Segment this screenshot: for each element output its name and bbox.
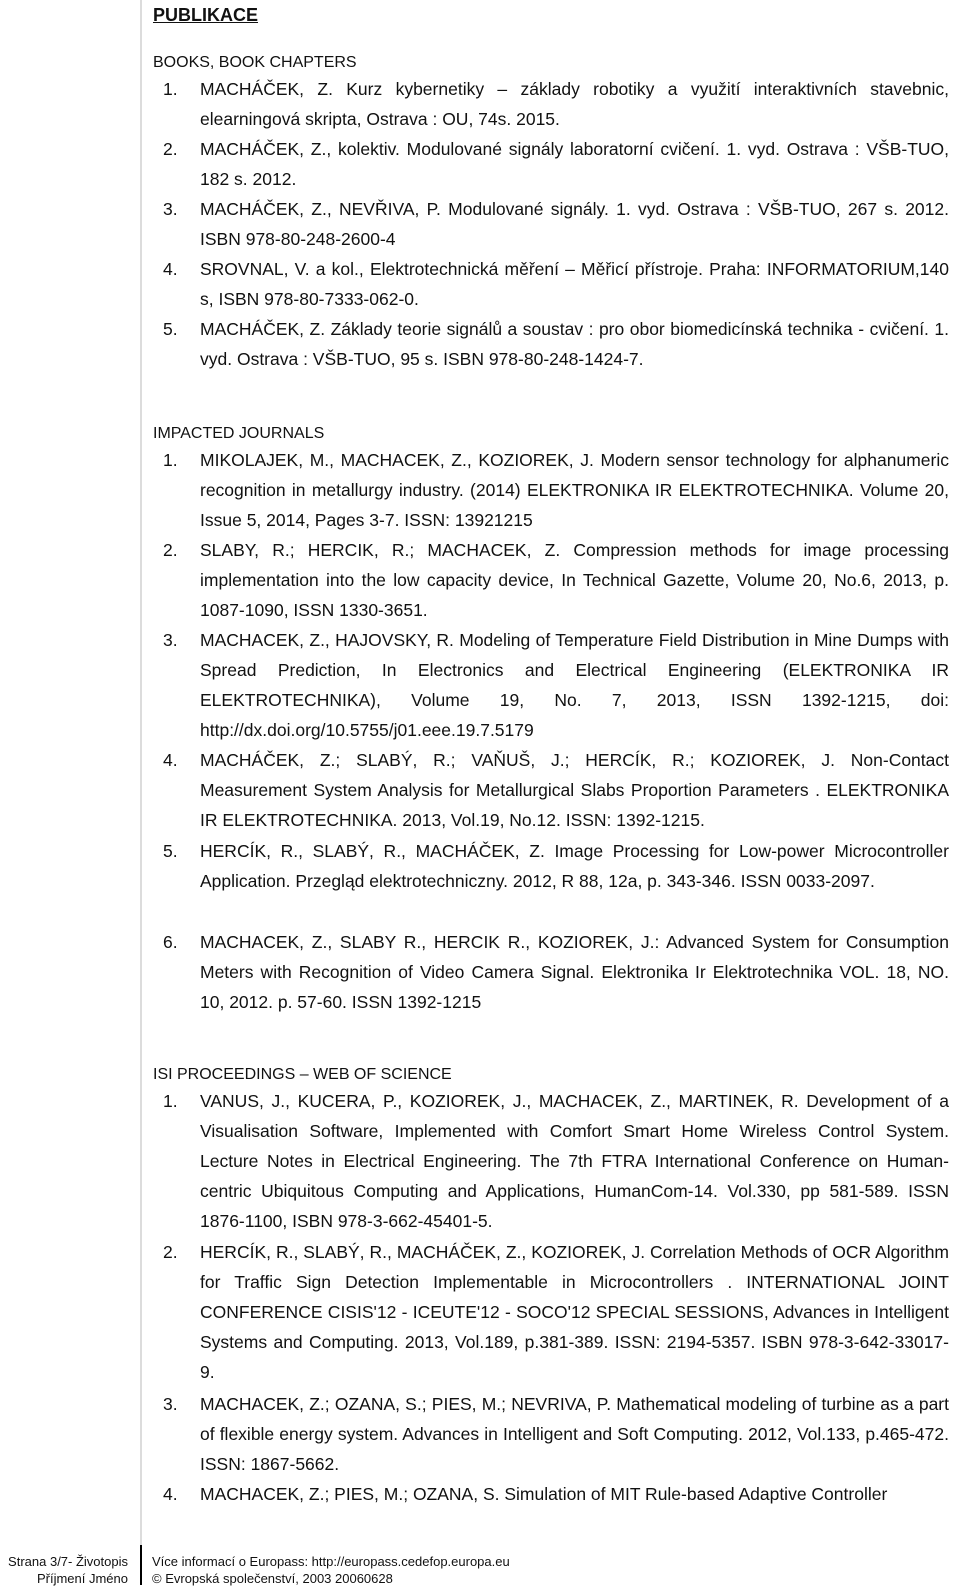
footer-europass-info <box>152 1553 510 1587</box>
item-text: MACHÁČEK, Z.; SLABÝ, R.; VAŇUŠ, J.; HERCÍK, R.; KOZIOREK, J. Non-Contact Measurement System Analysis for Metallurgical Slabs Proportion Parameters . ELEKTRONIKA IR ELEKTROTECHNIKA. 2013, Vol.19, No.12. ISSN: 1392-1215. <box>200 750 949 830</box>
item-text: MACHÁČEK, Z. Kurz kybernetiky – základy robotiky a využití interaktivních stavebnic, elearningová skripta, Ostrava : OU, 74s. 2015. <box>200 79 949 129</box>
item-number: 3. <box>163 199 178 219</box>
footer-copyright: © Evropská společenství, 2003 20060628 <box>152 1571 393 1586</box>
footer-name: Příjmení Jméno <box>36 1571 128 1586</box>
margin-divider <box>140 0 142 1545</box>
item-number: 1. <box>163 450 178 470</box>
item-text: HERCÍK, R., SLABÝ, R., MACHÁČEK, Z., KOZIOREK, J. Correlation Methods of OCR Algorithm for Traffic Sign Detection Implementable in Microcontrollers . INTERNATIONAL JOINT CONFERENCE CISIS'12 - ICEUTE'12 - SOCO'12 SPECIAL SESSIONS, Advances in Intelligent Systems and Computing. 2013, Vol.189, p.381-389. ISSN: 2194-5357. ISBN 978-3-642-33017-9. <box>200 1242 949 1382</box>
item-text: MIKOLAJEK, M., MACHACEK, Z., KOZIOREK, J. Modern sensor technology for alphanumeric recognition in metallurgy industry. (2014) ELEKTRONIKA IR ELEKTROTECHNIKA. Volume 20, Issue 5, 2014, Pages 3-7. ISSN: 13921215 <box>200 450 949 530</box>
item-number: 4. <box>163 259 178 279</box>
item-number: 3. <box>163 1394 178 1414</box>
item-text: MACHÁČEK, Z., NEVŘIVA, P. Modulované signály. 1. vyd. Ostrava : VŠB-TUO, 267 s. 2012. ISBN 978-80-248-2600-4 <box>200 199 949 249</box>
item-number: 5. <box>163 841 178 861</box>
item-number: 5. <box>163 319 178 339</box>
section-heading-journals: IMPACTED JOURNALS <box>153 425 325 442</box>
item-text: MACHACEK, Z., HAJOVSKY, R. Modeling of Temperature Field Distribution in Mine Dumps with Spread Prediction, In Electronics and Electrical Engineering (ELEKTRONIKA IR ELEKTROTECHNIKA), Volume 19, No. 7, 2013, ISSN 1392-1215, doi: http://dx.doi.org/10.5755/j01.eee.19.7.5179 <box>200 630 949 740</box>
footer-page-number: Strana 3/7- Životopis <box>8 1554 128 1569</box>
item-text: MACHÁČEK, Z. Základy teorie signálů a soustav : pro obor biomedicínská technika - cvičení. 1. vyd. Ostrava : VŠB-TUO, 95 s. ISBN 978-80-248-1424-7. <box>200 319 949 369</box>
item-text: HERCÍK, R., SLABÝ, R., MACHÁČEK, Z. Image Processing for Low-power Microcontroller Application. Przegląd elektrotechniczny. 2012, R 88, 12a, p. 343-346. ISSN 0033-2097. <box>200 841 949 891</box>
item-number: 2. <box>163 139 178 159</box>
item-text: MACHACEK, Z.; OZANA, S.; PIES, M.; NEVRIVA, P. Mathematical modeling of turbine as a part of flexible energy system. Advances in Intelligent and Soft Computing. 2012, Vol.133, p.465-472. ISSN: 1867-5662. <box>200 1394 949 1474</box>
footer-page-info <box>0 1553 128 1587</box>
item-text: VANUS, J., KUCERA, P., KOZIOREK, J., MACHACEK, Z., MARTINEK, R. Development of a Visualisation Software, Implemented with Comfort Smart Home Wireless Control System. Lecture Notes in Electrical Engineering. The 7th FTRA International Conference on Human-centric Ubiquitous Computing and Applications, HumanCom-14. Vol.330, pp 581-589. ISSN 1876-1100, ISBN 978-3-662-45401-5. <box>200 1091 949 1231</box>
section-heading-books: BOOKS, BOOK CHAPTERS <box>153 54 357 71</box>
footer-divider <box>140 1545 142 1585</box>
item-text: MACHACEK, Z., SLABY R., HERCIK R., KOZIOREK, J.: Advanced System for Consumption Meters with Recognition of Video Camera Signal. Elektronika Ir Elektrotechnika VOL. 18, NO. 10, 2012. p. 57-60. ISSN 1392-1215 <box>200 932 949 1012</box>
footer-europass-link: Více informací o Europass: http://europass.cedefop.europa.eu <box>152 1554 510 1569</box>
item-number: 1. <box>163 1091 178 1111</box>
item-text: SROVNAL, V. a kol., Elektrotechnická měření – Měřicí přístroje. Praha: INFORMATORIUM,140 s, ISBN 978-80-7333-062-0. <box>200 259 949 309</box>
item-text: MACHACEK, Z.; PIES, M.; OZANA, S. Simulation of MIT Rule-based Adaptive Controller <box>200 1484 888 1504</box>
item-text: MACHÁČEK, Z., kolektiv. Modulované signály laboratorní cvičení. 1. vyd. Ostrava : VŠB-TUO, 182 s. 2012. <box>200 139 949 189</box>
item-number: 4. <box>163 750 178 770</box>
item-text: SLABY, R.; HERCIK, R.; MACHACEK, Z. Compression methods for image processing implementation into the low capacity device, In Technical Gazette, Volume 20, No.6, 2013, p. 1087-1090, ISSN 1330-3651. <box>200 540 949 620</box>
page-title: PUBLIKACE <box>153 5 259 25</box>
item-number: 3. <box>163 630 178 650</box>
item-number: 2. <box>163 1242 178 1262</box>
item-number: 1. <box>163 79 178 99</box>
item-number: 6. <box>163 932 178 952</box>
item-number: 4. <box>163 1484 178 1504</box>
section-heading-proceedings: ISI PROCEEDINGS – WEB OF SCIENCE <box>153 1066 452 1083</box>
item-number: 2. <box>163 540 178 560</box>
